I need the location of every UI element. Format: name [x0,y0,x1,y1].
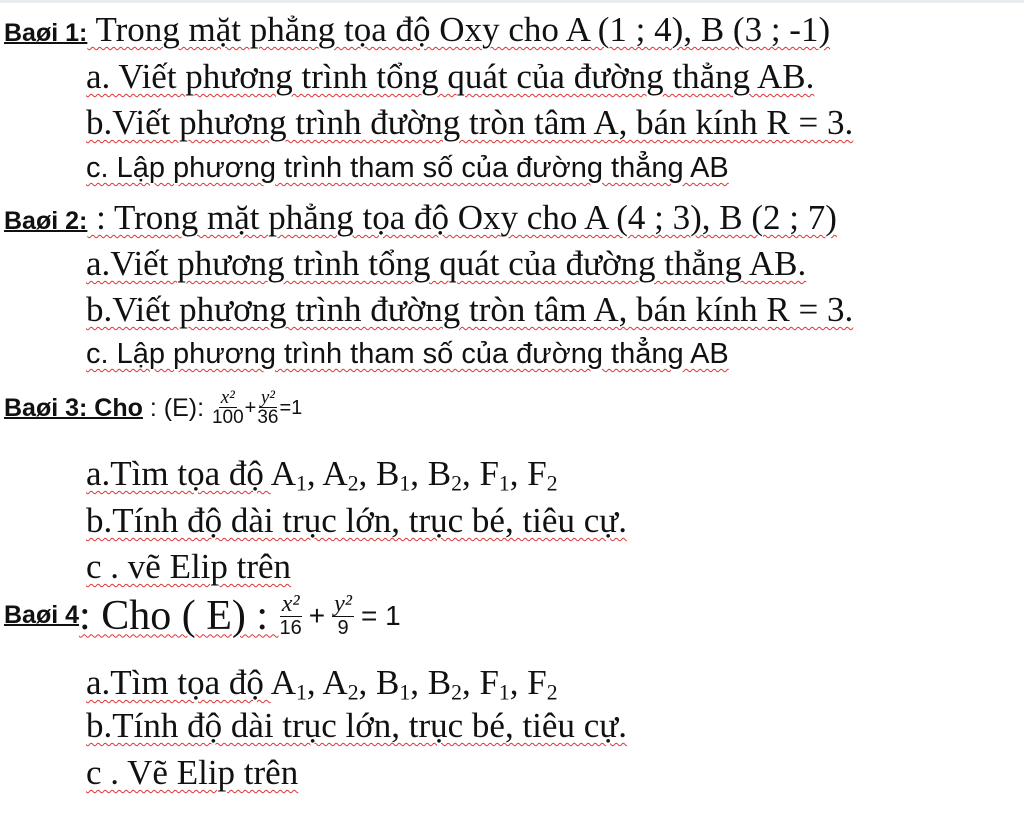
ellipse-3-y-fraction [257,388,278,429]
exercise-1-heading [4,12,830,47]
ellipse-4-x-fraction [280,592,302,639]
ellipse-4-x-numerator: x² [281,591,300,617]
exercise-1-part-c: c. Lập phương trình tham số của đường thẳng AB [86,152,729,184]
ellipse-3-x-denominator: 100 [211,407,244,428]
exercise-3-title: : (E): [142,393,211,422]
exercise-2-heading [4,200,837,235]
exercise-3-part-a: a.Tìm tọa độ $A_1$, $A_2$, $B_1$, $B_2$, $F_1$, $F_2$ [86,454,558,496]
exercise-4-part-b: b.Tính độ dài trục lớn, trục bé, tiêu cự. [86,706,627,745]
exercise-1-part-b: b.Viết phương trình đường tròn tâm A, bán kính R = 3. [86,103,854,142]
exercise-2-part-c: c. Lập phương trình tham số của đường thẳng AB [86,338,729,370]
exercise-3-part-b: b.Tính độ dài trục lớn, trục bé, tiêu cự. [86,501,627,540]
exercise-2-label: Baøi 2: [4,207,88,235]
exercise-3-part-c: c . vẽ Elip trên [86,547,292,586]
ellipse-4-y-denominator: 9 [337,617,349,639]
ellipse-3-y-numerator: y² [260,387,275,408]
exercise-1-part-a: a. Viết phương trình tổng quát của đường thẳng AB. [86,57,815,96]
ellipse-3-y-denominator: 36 [257,407,279,428]
exercise-2-part-a: a.Viết phương trình tổng quát của đường thẳng AB. [86,244,807,283]
exercise-3-heading [4,388,302,429]
exercise-1-title: Trong mặt phẳng tọa độ Oxy cho A (1 ; 4), B (3 ; -1) [87,10,831,49]
exercise-4-part-c: c . Vẽ Elip trên [86,753,299,792]
exercise-2-part-b: b.Viết phương trình đường tròn tâm A, bán kính R = 3. [86,290,854,329]
exercise-1-label: Baøi 1: [4,19,88,47]
exercise-2-title: : Trong mặt phẳng tọa độ Oxy cho A (4 ; 3), B (2 ; 7) [87,198,837,237]
exercise-4-label: Baøi 4 [4,601,80,629]
ellipse-3-x-numerator: x² [220,387,235,408]
exercise-4-part-a: a.Tìm tọa độ $A_1$, $A_2$, $B_1$, $B_2$, $F_1$, $F_2$ [86,663,558,705]
ellipse-3-x-fraction [212,388,244,429]
ellipse-3-rhs: =1 [279,397,303,420]
ellipse-4-y-fraction [332,592,354,639]
exercise-4-title: : Cho ( E) : [79,592,279,639]
ellipse-4-x-denominator: 16 [279,617,302,639]
exercise-3-label: Baøi 3: Cho [4,393,143,422]
ellipse-4-plus: + [308,599,326,631]
ellipse-4-y-numerator: y² [334,591,352,617]
ellipse-3-plus: + [244,397,257,420]
part-a-prefix: a.Tìm tọa độ [86,663,271,702]
top-border [0,0,1024,3]
ellipse-4-rhs: = 1 [360,599,401,631]
part-a-prefix: a.Tìm tọa độ [86,454,271,493]
exercise-4-heading [4,592,407,639]
